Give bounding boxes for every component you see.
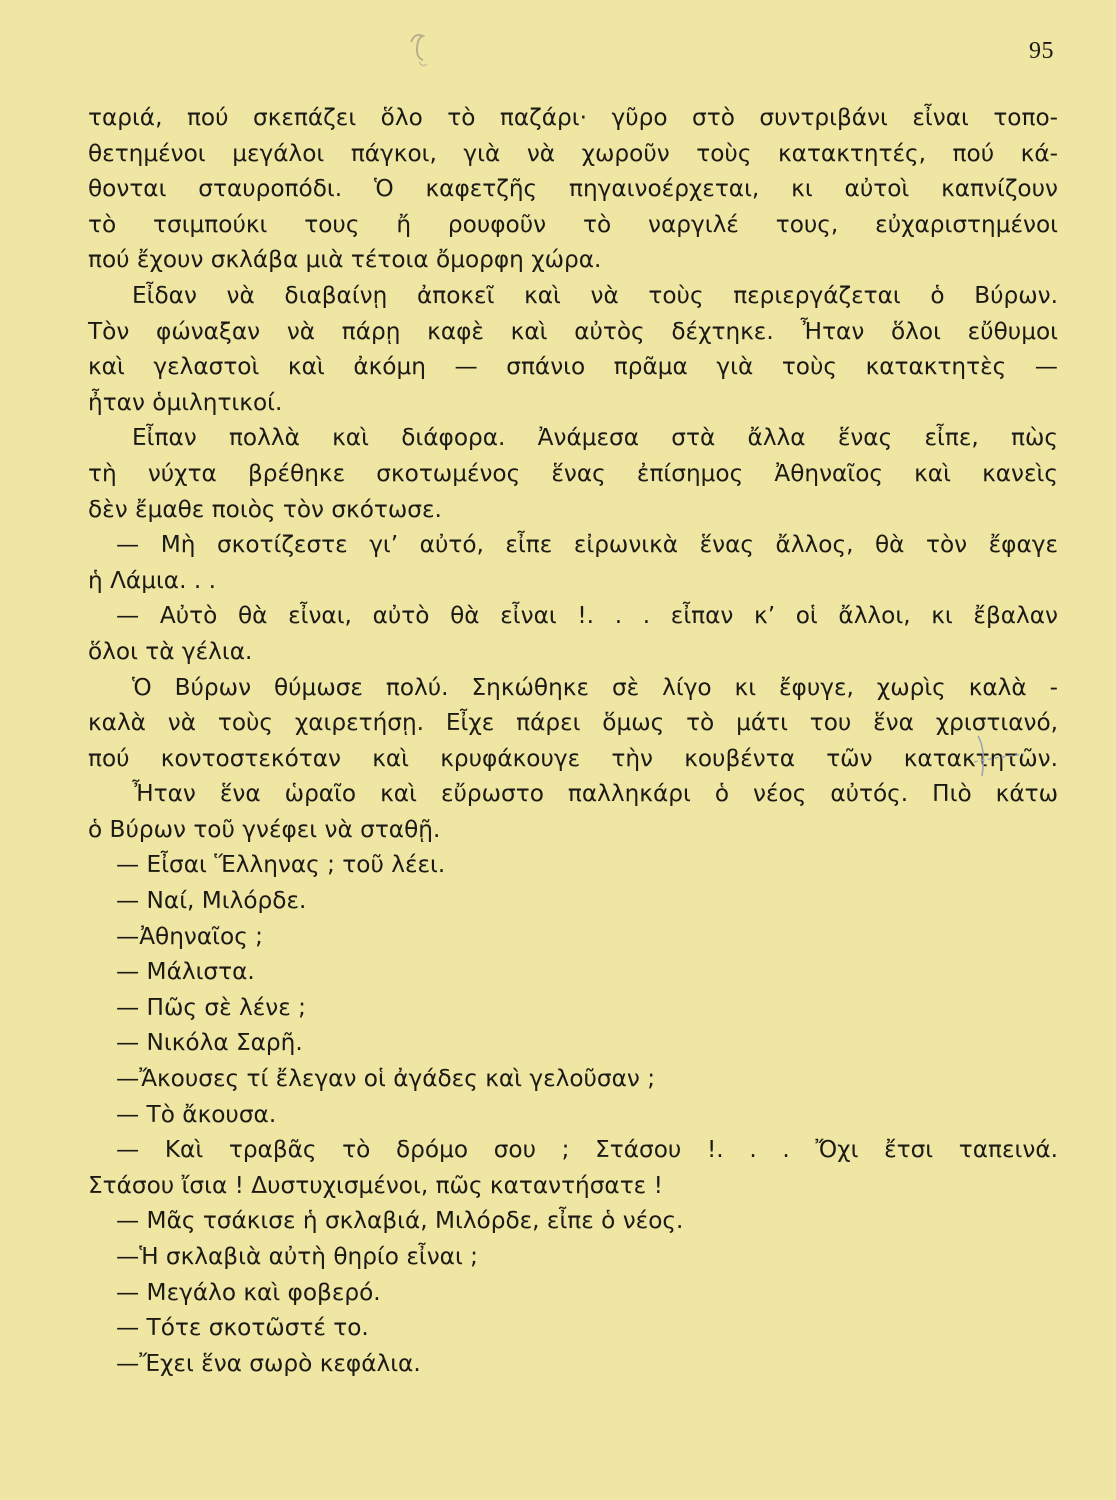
text-line: θονται σταυροπόδι. Ὁ καφετζῆς πηγαινοέρχεται, κι αὐτοὶ καπνίζουν — [88, 175, 1058, 203]
text-line: — Πῶς σὲ λένε ; — [116, 993, 306, 1021]
text-line: ὅλοι τὰ γέλια. — [88, 637, 253, 665]
text-line: ἦταν ὁμιλητικοί. — [88, 388, 283, 416]
text-line: τὴ νύχτα βρέθηκε σκοτωμένος ἕνας ἐπίσημος Ἀθηναῖος καὶ κανεὶς — [88, 459, 1058, 487]
margin-pencil-mark — [972, 732, 1032, 782]
text-line: — Αὐτὸ θὰ εἶναι, αὐτὸ θὰ εἶναι !. . . εἶπαν κ’ οἱ ἄλλοι, κι ἔβαλαν — [116, 602, 1058, 630]
text-line: — Μᾶς τσάκισε ἡ σκλαβιά, Μιλόρδε, εἶπε ὁ νέος. — [116, 1207, 684, 1235]
text-line: —Ἡ σκλαβιὰ αὐτὴ θηρίο εἶναι ; — [116, 1243, 478, 1270]
text-line: καὶ γελαστοὶ καὶ ἀκόμη — σπάνιο πρᾶμα γιὰ τοὺς κατακτητὲς — — [88, 353, 1058, 381]
text-line: — Μεγάλο καὶ φοβερό. — [116, 1278, 381, 1306]
text-line: Τὸν φώναξαν νὰ πάρῃ καφὲ καὶ αὐτὸς δέχτηκε. Ἦταν ὅλοι εὔθυμοι — [88, 317, 1058, 345]
text-line: καλὰ νὰ τοὺς χαιρετήσῃ. Εἶχε πάρει ὅμως τὸ μάτι του ἕνα χριστιανό, — [88, 709, 1058, 737]
text-line: ἡ Λάμια. . . — [88, 566, 216, 594]
text-line: ὁ Βύρων τοῦ γνέφει νὰ σταθῇ. — [88, 815, 441, 843]
text-line: — Τότε σκοτῶστέ το. — [116, 1314, 369, 1342]
page-body-text — [88, 100, 1058, 1381]
text-line: πού ἔχουν σκλάβα μιὰ τέτοια ὄμορφη χώρα. — [88, 246, 602, 274]
text-line: ταριά, πού σκεπάζει ὅλο τὸ παζάρι· γῦρο στὸ συντριβάνι εἶναι τοπο- — [88, 104, 1058, 131]
text-line: δὲν ἔμαθε ποιὸς τὸν σκότωσε. — [88, 495, 442, 523]
page-number: 95 — [1029, 38, 1054, 64]
text-line: — Τὸ ἄκουσα. — [116, 1100, 277, 1128]
text-line: Εἶπαν πολλὰ καὶ διάφορα. Ἀνάμεσα στὰ ἄλλα ἕνας εἶπε, πὼς — [132, 424, 1058, 452]
text-line: —Ἔχει ἕνα σωρὸ κεφάλια. — [116, 1349, 421, 1377]
text-line: θετημένοι μεγάλοι πάγκοι, γιὰ νὰ χωροῦν τοὺς κατακτητές, πού κά- — [88, 139, 1058, 167]
text-line: — Μάλιστα. — [116, 958, 255, 986]
text-line: τὸ τσιμπούκι τους ἤ ρουφοῦν τὸ ναργιλέ τους, εὐχαριστημένοι — [88, 210, 1058, 238]
text-line: πού κοντοστεκόταν καὶ κρυφάκουγε τὴν κουβέντα τῶν κατακτητῶν. — [88, 744, 1058, 772]
text-line: Στάσου ἴσια ! Δυστυχισμένοι, πῶς καταντήσατε ! — [88, 1171, 663, 1199]
text-line: — Μὴ σκοτίζεστε γι’ αὐτό, εἶπε εἰρωνικὰ ἕνας ἄλλος, θὰ τὸν ἔφαγε — [116, 531, 1058, 559]
text-line: — Καὶ τραβᾶς τὸ δρόμο σου ; Στάσου !. . . Ὄχι ἔτσι ταπεινά. — [116, 1136, 1058, 1164]
text-line: —Ἄκουσες τί ἔλεγαν οἱ ἀγάδες καὶ γελοῦσαν ; — [116, 1065, 656, 1093]
text-line: — Ναί, Μιλόρδε. — [116, 887, 307, 915]
text-line: Ὁ Βύρων θύμωσε πολύ. Σηκώθηκε σὲ λίγο κι ἔφυγε, χωρὶς καλὰ - — [132, 673, 1058, 701]
text-line: —Ἀθηναῖος ; — [116, 922, 263, 950]
text-line: — Νικόλα Σαρῆ. — [116, 1029, 303, 1057]
text-line: Ἦταν ἕνα ὡραῖο καὶ εὔρωστο παλληκάρι ὁ νέος αὐτός. Πιὸ κάτω — [132, 780, 1058, 808]
page-mark — [405, 28, 435, 72]
text-line: — Εἶσαι Ἕλληνας ; τοῦ λέει. — [116, 851, 446, 879]
text-line: Εἶδαν νὰ διαβαίνῃ ἀποκεῖ καὶ νὰ τοὺς περιεργάζεται ὁ Βύρων. — [132, 281, 1058, 309]
